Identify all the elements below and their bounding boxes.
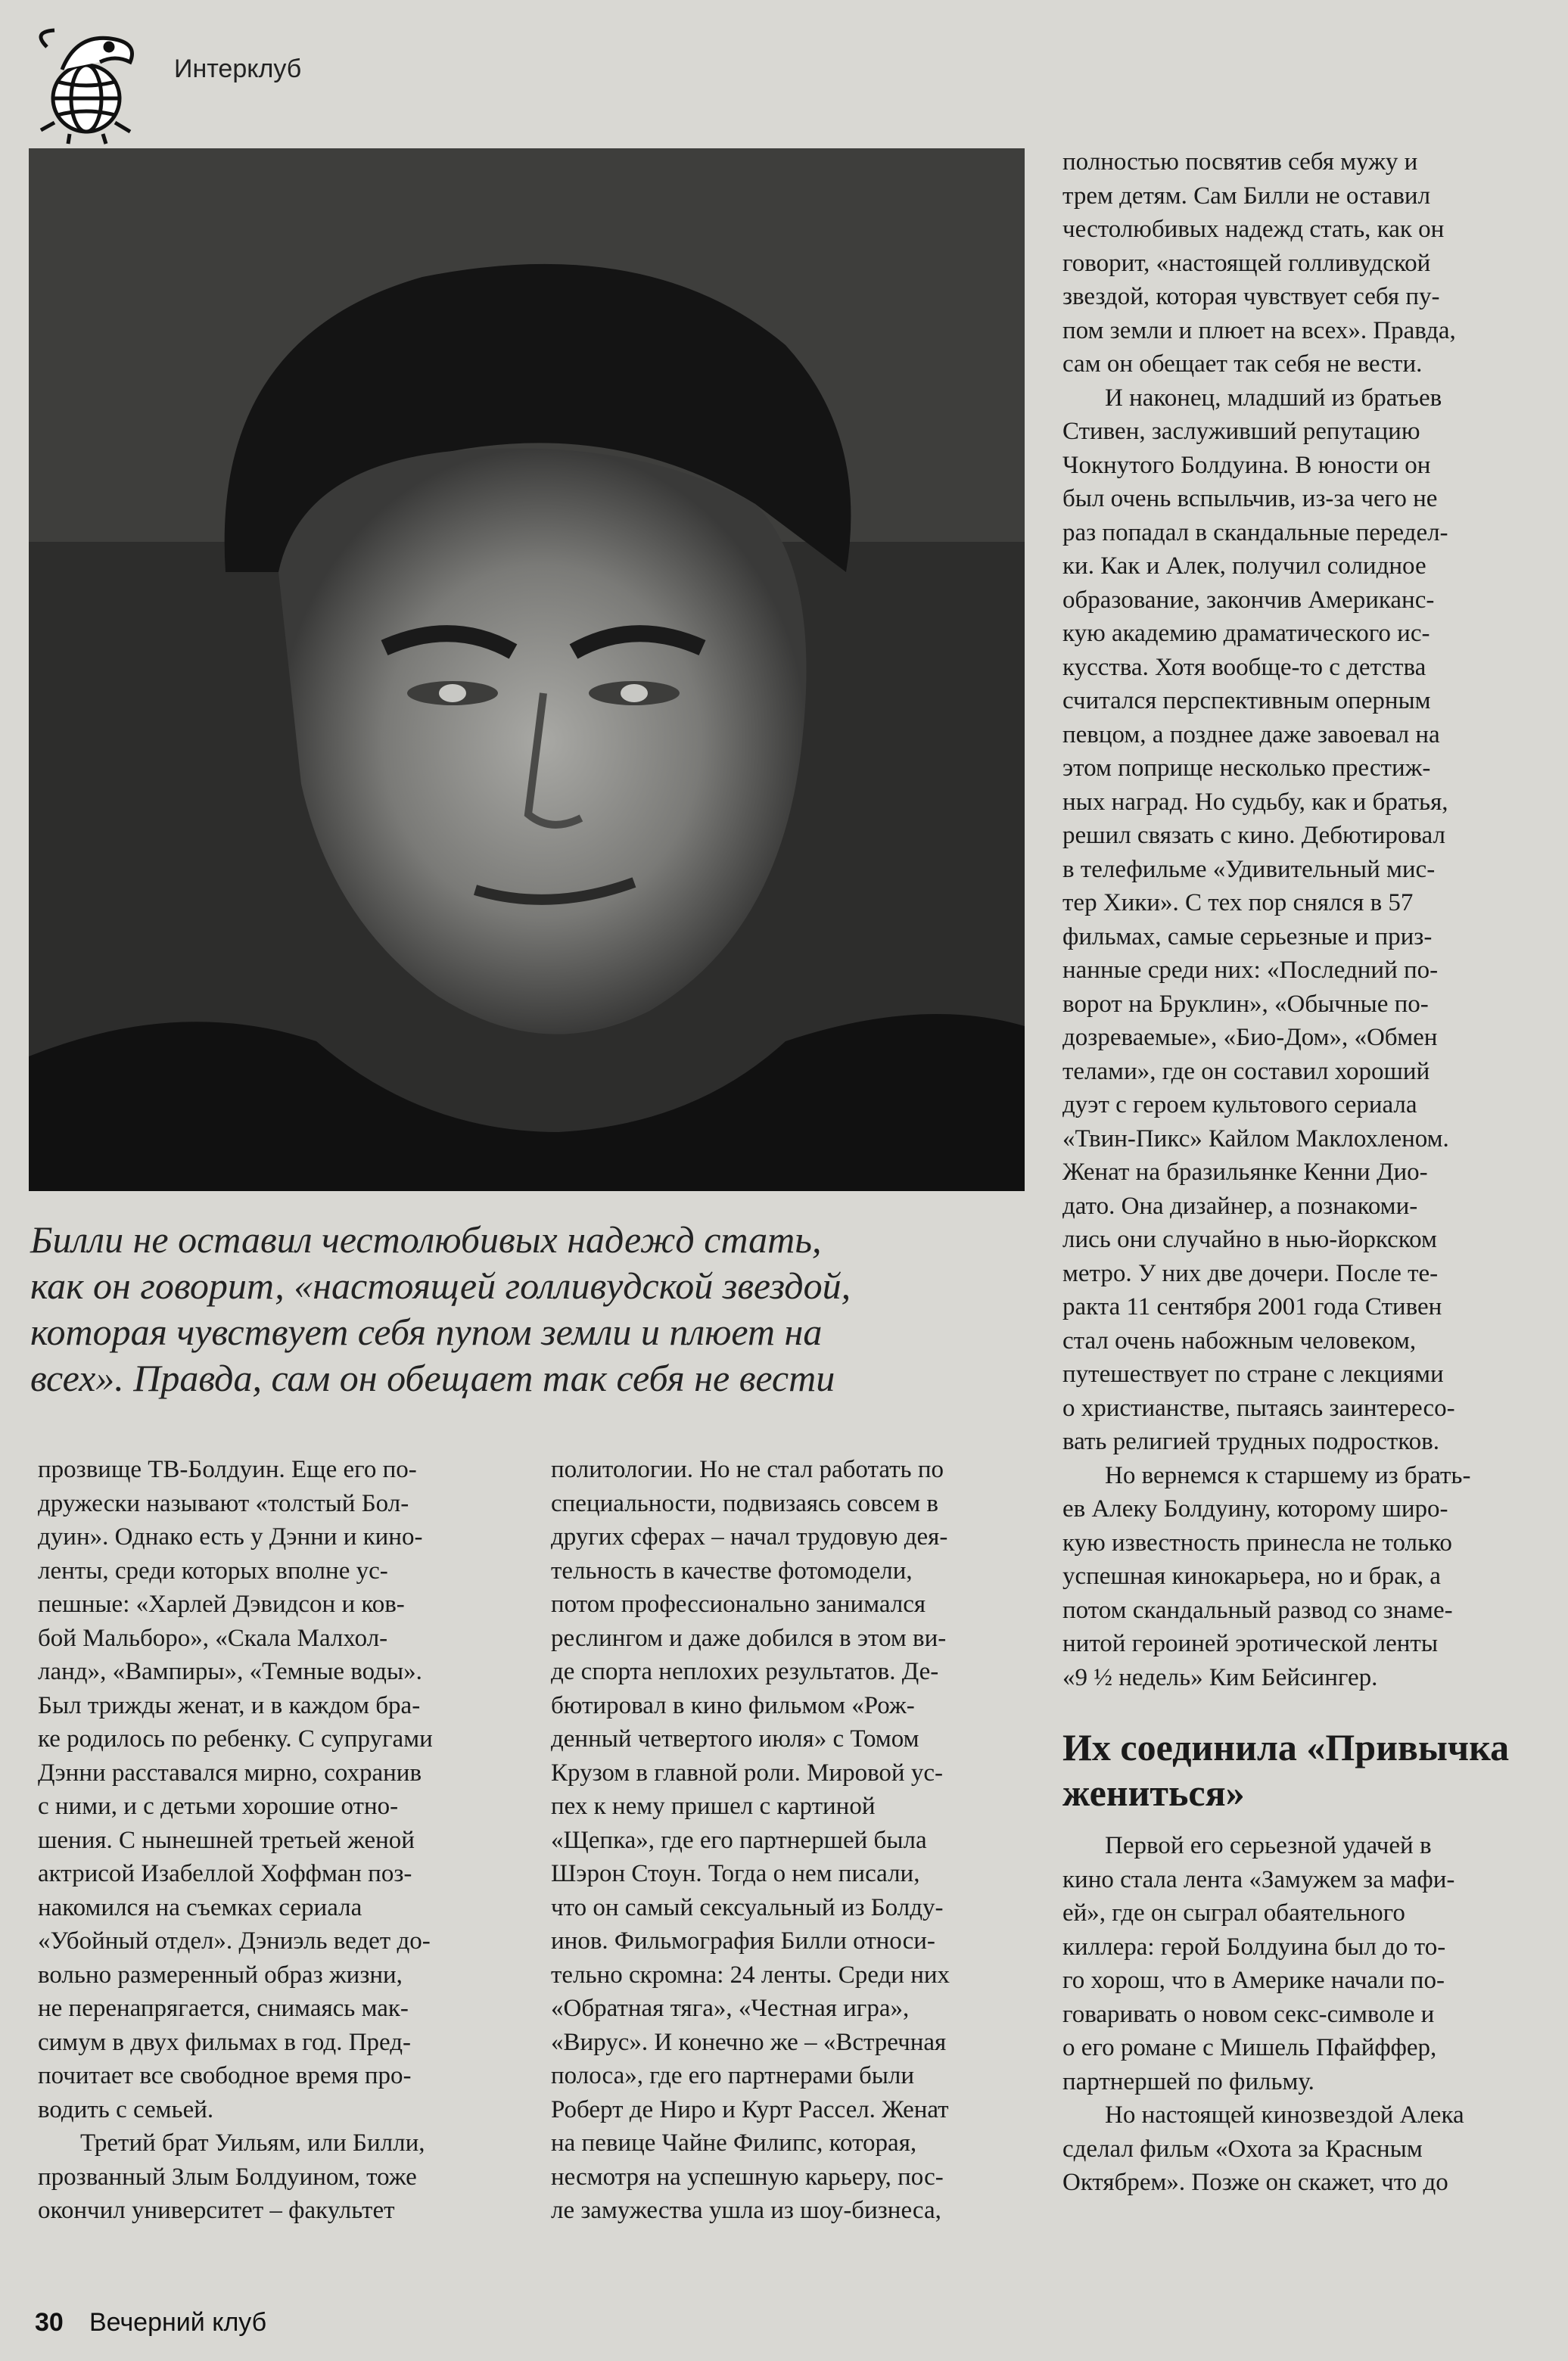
text-line: окончил университет – факультет — [38, 2197, 395, 2224]
text-line: Первой его серьезной удачей в — [1105, 1832, 1432, 1859]
magazine-name: Вечерний клуб — [89, 2308, 267, 2337]
text-line: кино стала лента «Замужем за мафи- — [1062, 1865, 1455, 1893]
text-line: Женат на бразильянке Кенни Дио- — [1062, 1159, 1428, 1186]
text-line: Дэнни расставался мирно, сохранив — [38, 1759, 422, 1787]
text-line: певцом, а позднее даже завоевал на — [1062, 720, 1440, 748]
page-number: 30 — [35, 2308, 64, 2337]
text-line: ев Алеку Болдуину, которому широ- — [1062, 1495, 1448, 1523]
text-line: Шэрон Стоун. Тогда о нем писали, — [551, 1860, 920, 1887]
subheading-line: Их соединила «Привычка — [1062, 1726, 1510, 1768]
text-line: партнершей по фильму. — [1062, 2067, 1314, 2095]
text-line: ворот на Бруклин», «Обычные по- — [1062, 990, 1429, 1018]
text-line: образование, закончив Американс- — [1062, 586, 1435, 614]
text-line: Был трижды женат, и в каждом бра- — [38, 1691, 421, 1719]
text-line: актрисой Изабеллой Хоффман поз- — [38, 1860, 412, 1887]
text-line: И наконец, младший из братьев — [1105, 384, 1442, 412]
text-line: почитает все свободное время про- — [38, 2062, 412, 2089]
text-line: дуин». Однако есть у Дэнни и кино- — [38, 1523, 423, 1551]
text-line: «Обратная тяга», «Честная игра», — [551, 1995, 910, 2022]
text-line: ке родилось по ребенку. С супругами — [38, 1725, 433, 1753]
text-line: тельно скромна: 24 ленты. Среди них — [551, 1961, 950, 1989]
text-line: полоса», где его партнерами были — [551, 2062, 915, 2089]
paragraph — [38, 2126, 507, 2228]
text-line: Третий брат Уильям, или Билли, — [80, 2129, 425, 2157]
text-line: сделал фильм «Охота за Красным — [1062, 2135, 1423, 2163]
text-line: ле замужества ушла из шоу-бизнеса, — [551, 2197, 941, 2224]
text-line: ракта 11 сентября 2001 года Стивен — [1062, 1293, 1442, 1320]
text-line: о христианстве, пытаясь заинтересо- — [1062, 1394, 1455, 1422]
column-left — [38, 1453, 507, 2228]
paragraph — [1062, 2098, 1532, 2200]
text-line: других сферах – начал трудовую дея- — [551, 1523, 948, 1551]
text-line: в телефильме «Удивительный мис- — [1062, 855, 1436, 883]
text-line: полностью посвятив себя мужу и — [1062, 148, 1418, 176]
text-line: пех к нему пришел с картиной — [551, 1793, 876, 1820]
text-line: дружески называют «толстый Бол- — [38, 1489, 409, 1517]
text-line: кую известность принесла не только — [1062, 1529, 1452, 1557]
text-line: сам он обещает так себя не вести. — [1062, 350, 1423, 378]
caption-line: Билли не оставил честолюбивых надежд стать, — [30, 1218, 822, 1261]
paragraph — [1062, 1459, 1532, 1695]
text-line: Но вернемся к старшему из брать- — [1105, 1461, 1471, 1489]
photo-caption — [30, 1217, 1014, 1401]
text-line: Октябрем». Позже он скажет, что до — [1062, 2169, 1448, 2196]
text-line: звездой, которая чувствует себя пу- — [1062, 283, 1440, 310]
text-line: специальности, подвизаясь совсем в — [551, 1489, 938, 1517]
text-line: о его романе с Мишель Пфайффер, — [1062, 2034, 1437, 2061]
text-line: трем детям. Сам Билли не оставил — [1062, 182, 1431, 210]
text-line: инов. Фильмография Билли относи- — [551, 1927, 935, 1955]
text-line: киллера: герой Болдуина был до то- — [1062, 1933, 1446, 1961]
text-line: «Твин-Пикс» Кайлом Маклохленом. — [1062, 1125, 1449, 1153]
text-line: Стивен, заслуживший репутацию — [1062, 418, 1420, 445]
text-line: путешествует по стране с лекциями — [1062, 1361, 1444, 1388]
text-line: что он самый сексуальный из Болду- — [551, 1893, 944, 1921]
text-line: реслингом и даже добился в этом ви- — [551, 1624, 947, 1652]
text-line: ей», где он сыграл обаятельного — [1062, 1899, 1405, 1927]
subheading-line: жениться» — [1062, 1772, 1245, 1814]
text-line: пом земли и плюет на всех». Правда, — [1062, 316, 1456, 344]
text-line: «Вирус». И конечно же – «Встречная — [551, 2028, 947, 2056]
text-line: дуэт с героем культового сериала — [1062, 1091, 1417, 1118]
text-line: «Щепка», где его партнершей была — [551, 1826, 927, 1854]
text-line: потом скандальный развод со знаме- — [1062, 1596, 1453, 1624]
text-line: решил связать с кино. Дебютировал — [1062, 822, 1445, 849]
text-line: ленты, среди которых вполне ус- — [38, 1557, 388, 1585]
text-line: Крузом в главной роли. Мировой ус- — [551, 1759, 943, 1787]
text-line: лись они случайно в нью-йоркском — [1062, 1226, 1437, 1253]
text-line: симум в двух фильмах в год. Пред- — [38, 2028, 412, 2056]
text-line: «9 ½ недель» Ким Бейсингер. — [1062, 1663, 1378, 1691]
portrait-photo — [29, 148, 1025, 1191]
text-line: накомился на съемках сериала — [38, 1893, 362, 1921]
section-label: Интерклуб — [174, 54, 302, 83]
text-line: шения. С нынешней третьей женой — [38, 1826, 415, 1854]
text-line: бютировал в кино фильмом «Рож- — [551, 1691, 915, 1719]
text-line: прозвище ТВ-Болдуин. Еще его по- — [38, 1456, 417, 1483]
text-line: говорит, «настоящей голливудской — [1062, 249, 1431, 277]
caption-line: всех». Правда, сам он обещает так себя не вести — [30, 1357, 835, 1399]
text-line: пешные: «Харлей Дэвидсон и ков- — [38, 1591, 405, 1618]
text-line: де спорта неплохих результатов. Де- — [551, 1658, 939, 1685]
paragraph — [1062, 1829, 1532, 2098]
text-line: был очень вспыльчив, из-за чего не — [1062, 485, 1438, 512]
text-line: Роберт де Ниро и Курт Рассел. Женат — [551, 2095, 949, 2123]
text-line: честолюбивых надежд стать, как он — [1062, 216, 1445, 243]
text-line: «Убойный отдел». Дэниэль ведет до- — [38, 1927, 431, 1955]
text-line: говаривать о новом секс-символе и — [1062, 2000, 1435, 2028]
column-middle — [551, 1453, 1028, 2228]
column-right — [1062, 145, 1532, 2200]
text-line: кусства. Хотя вообще-то с детства — [1062, 653, 1426, 681]
text-line: водить с семьей. — [38, 2095, 214, 2123]
text-line: ланд», «Вампиры», «Темные воды». — [38, 1658, 422, 1685]
text-line: этом поприще несколько престиж- — [1062, 754, 1431, 782]
text-line: вольно размеренный образ жизни, — [38, 1961, 403, 1989]
text-line: ки. Как и Алек, получил солидное — [1062, 552, 1426, 580]
text-line: Но настоящей кинозвездой Алека — [1105, 2101, 1464, 2129]
text-line: бой Мальборо», «Скала Малхол- — [38, 1624, 388, 1652]
caption-line: как он говорит, «настоящей голливудской звездой, — [30, 1264, 851, 1307]
paragraph — [1062, 381, 1532, 1459]
text-line: го хорош, что в Америке начали по- — [1062, 1967, 1445, 1994]
text-line: кую академию драматического ис- — [1062, 620, 1430, 647]
text-line: раз попадал в скандальные передел- — [1062, 518, 1448, 546]
text-line: успешная кинокарьера, но и брак, а — [1062, 1563, 1441, 1590]
subheading — [1062, 1725, 1532, 1815]
text-line: с ними, и с детьми хорошие отно- — [38, 1793, 399, 1820]
text-line: несмотря на успешную карьеру, пос- — [551, 2163, 944, 2191]
text-line: тельность в качестве фотомодели, — [551, 1557, 913, 1585]
paragraph — [1062, 145, 1532, 381]
text-line: телами», где он составил хороший — [1062, 1057, 1430, 1085]
text-line: на певице Чайне Филипс, которая, — [551, 2129, 917, 2157]
text-line: Чокнутого Болдуина. В юности он — [1062, 451, 1431, 479]
text-line: политологии. Но не стал работать по — [551, 1456, 944, 1483]
text-line: тер Хики». С тех пор снялся в 57 — [1062, 889, 1414, 916]
text-line: ных наград. Но судьбу, как и братья, — [1062, 788, 1448, 816]
text-line: потом профессионально занимался — [551, 1591, 926, 1618]
text-line: метро. У них две дочери. После те- — [1062, 1259, 1439, 1287]
text-line: дозреваемые», «Био-Дом», «Обмен — [1062, 1024, 1438, 1051]
paragraph — [38, 1453, 507, 2126]
text-line: фильмах, самые серьезные и приз- — [1062, 922, 1433, 950]
paragraph — [551, 1453, 1028, 2228]
caption-line: которая чувствует себя пупом земли и плюет на — [30, 1311, 823, 1353]
text-line: нанные среди них: «Последний по- — [1062, 957, 1439, 984]
text-line: прозванный Злым Болдуином, тоже — [38, 2163, 417, 2191]
text-line: стал очень набожным человеком, — [1062, 1327, 1417, 1355]
text-line: дато. Она дизайнер, а познакоми- — [1062, 1192, 1418, 1220]
text-line: денный четвертого июля» с Томом — [551, 1725, 919, 1753]
text-line: вать религией трудных подростков. — [1062, 1428, 1439, 1455]
club-logo-icon — [24, 17, 145, 147]
text-line: нитой героиней эротической ленты — [1062, 1630, 1438, 1657]
text-line: не перенапрягается, снимаясь мак- — [38, 1995, 409, 2022]
text-line: считался перспективным оперным — [1062, 687, 1431, 714]
